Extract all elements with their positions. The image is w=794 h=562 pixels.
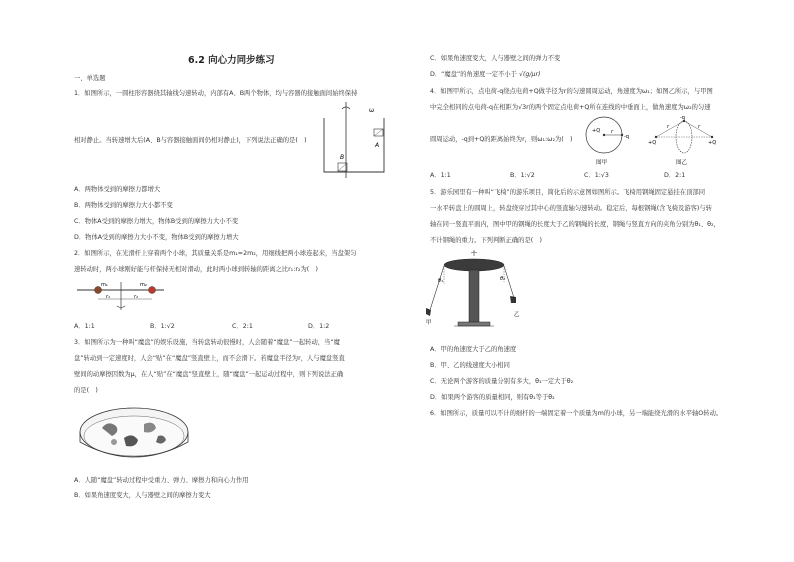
yi-label: 乙 bbox=[514, 312, 520, 318]
figure-yi-caption: 图乙 bbox=[676, 160, 688, 166]
q3-text-line1: 3．如图所示为一种叫“魔盘”的娱乐设施，当转盘转动很慢时，人会随着“魔盘”一起转动，当“魔 bbox=[74, 339, 340, 346]
q5-text-line4: 不计钢绳的重力。下列判断正确的是( ) bbox=[430, 237, 542, 244]
rope-yi bbox=[504, 266, 514, 298]
q4-text-line3: 圆周运动，-q到+Q的距离始终为r，则ω₁:ω₂为( ) bbox=[430, 136, 573, 143]
q1-option-d: D．物体A受到的摩擦力大小不变，物体B受到的摩擦力增大 bbox=[74, 234, 239, 241]
theta2-label: θ₂ bbox=[500, 276, 506, 282]
q1-option-a: A．两物体受到的摩擦力都增大 bbox=[74, 186, 161, 193]
q4-figure-yi bbox=[648, 115, 720, 167]
person-5 bbox=[111, 439, 117, 445]
r-label-left: r bbox=[667, 124, 670, 130]
q1-option-c: C．物体A受到的摩擦力增大，物体B受到的摩擦力大小不变 bbox=[74, 218, 239, 225]
rope-jia bbox=[430, 266, 444, 310]
q3-text-line2: 盘”转动到一定速度时，人会“贴”在“魔盘”竖直壁上，而不会滑下。若魔盘半径为r，人与魔盘竖直 bbox=[74, 355, 345, 362]
minus-q-label: -q bbox=[624, 134, 629, 140]
q1-option-b: B．两物体受到的摩擦力大小都不变 bbox=[74, 202, 173, 209]
q3-option-d-text: D．“魔盘”的角速度一定不小于 bbox=[430, 71, 517, 78]
r1-label: r₁ bbox=[106, 294, 111, 300]
q5-text-line2: 一水平转盘上的圆周上，转盘绕穿过其中心的竖直轴匀速转动。稳定后，每根钢绳(含飞椅及游客)与转 bbox=[430, 205, 712, 212]
minus-q-charge bbox=[621, 134, 623, 136]
omega-label: ω bbox=[369, 107, 375, 114]
rider-yi bbox=[510, 296, 516, 303]
q2-option-c: C．2:1 bbox=[232, 323, 253, 330]
q2-text-line1: 2．如图所示，在光滑杆上穿着两个小球，其质量关系是m₁=2m₂，用细线把两小球连起来，当盘架匀 bbox=[74, 250, 357, 257]
right-plus-q-label: +Q bbox=[708, 140, 717, 146]
m1-label: m₁ bbox=[101, 282, 108, 288]
q3-text-line4: 的是( ) bbox=[74, 387, 98, 394]
page-title: 6.2 向心力同步练习 bbox=[188, 55, 275, 66]
q3-option-d bbox=[430, 71, 541, 79]
q1-cylinder-figure bbox=[320, 100, 394, 180]
q6-text-line1: 6．如图所示，质量可以不计的细杆的一端固定着一个质量为m的小球，另一端能绕光滑的水平轴O转动。 bbox=[430, 410, 723, 417]
top-turntable bbox=[444, 259, 504, 271]
m2-label: m₂ bbox=[140, 282, 147, 288]
q5-option-c: C．无论两个游客的质量分别有多大，θ₁一定大于θ₂ bbox=[430, 378, 574, 385]
left-plus-q-label: +Q bbox=[648, 140, 657, 146]
section-heading: 一、单选题 bbox=[74, 75, 106, 82]
r-label-right: r bbox=[698, 124, 701, 130]
jia-label: 甲 bbox=[426, 320, 432, 326]
q1-text-line2: 相对静止。当转速增大后(A、B与容器接触面间仍相对静止)，下列说法正确的是( ) bbox=[74, 137, 307, 144]
block-a-label: A bbox=[375, 142, 380, 149]
figure-jia-caption: 图甲 bbox=[596, 160, 608, 166]
q5-option-d: D．如果两个游客的质量相同，则有θ₁等于θ₂ bbox=[430, 394, 555, 401]
minus-q-label: -q bbox=[680, 115, 685, 121]
q3-option-c: C．如果角速度变大，人与器壁之间的弹力不变 bbox=[430, 55, 561, 62]
theta1-label: θ₁ bbox=[438, 278, 444, 284]
column-base bbox=[458, 322, 490, 326]
q2-option-d: D．1:2 bbox=[308, 323, 330, 330]
q3-option-b: B．如果角速度变大，人与器壁之间的摩擦力变大 bbox=[74, 492, 211, 499]
q2-rod-figure bbox=[74, 278, 174, 314]
q4-text-line1: 4．如图甲所示，点电荷-q绕点电荷+Q做半径为r的匀速圆周运动，角速度为ω₁；如图乙所示，与甲图 bbox=[430, 88, 713, 95]
q4-text-line2: 中完全相同的点电荷-q在相距为√3r的两个固定点电荷+Q所在连线的中垂面上，做角速度为ω₂的匀速 bbox=[430, 104, 711, 111]
q5-text-line1: 5．游乐园里有一种叫“飞椅”的游乐项目，简化后的示意图如图所示。飞椅用钢绳固定悬挂在顶部同 bbox=[430, 189, 705, 196]
q1-text-line1: 1．如图所示，一圆柱形容器绕其轴线匀速转动，内部有A、B两个物体，均与容器的接触面间始终保持 bbox=[74, 90, 358, 97]
q3-magic-disk-figure bbox=[74, 398, 194, 470]
r2-label: r₂ bbox=[134, 294, 139, 300]
disk-floor bbox=[84, 416, 184, 456]
q4-figure-jia bbox=[574, 115, 636, 167]
q5-option-b: B．甲、乙的线速度大小相同 bbox=[430, 362, 510, 369]
q4-option-b: B．1:√2 bbox=[510, 172, 535, 179]
q2-option-b: B．1:√2 bbox=[150, 323, 175, 330]
plus-q-label: +Q bbox=[592, 128, 601, 134]
q2-option-a: A．1:1 bbox=[74, 323, 95, 330]
q5-text-line3: 轴在同一竖直平面内，图中甲的钢绳的长度大于乙的钢绳的长度，钢绳与竖直方向的夹角分别为θ₁、θ₂， bbox=[430, 221, 720, 228]
support-column bbox=[469, 270, 479, 322]
q3-option-d-formula: √(g/μr) bbox=[518, 71, 541, 78]
q4-option-c: C．1:√3 bbox=[584, 172, 609, 179]
q3-option-a: A．人随“魔盘”转动过程中受重力、弹力、摩擦力和向心力作用 bbox=[74, 477, 249, 484]
q5-flying-chair-figure bbox=[424, 250, 524, 332]
radius-label: r bbox=[611, 129, 614, 135]
q2-text-line2: 速转动时，两小球刚好能与杆保持无相对滑动，此时两小球到转轴的距离之比r₁:r₂为( ) bbox=[74, 266, 318, 273]
q3-text-line3: 壁间的动摩擦因数为μ，在人“贴”在“魔盘”竖直壁上，随“魔盘”一起运动过程中，则下列说法正确 bbox=[74, 371, 344, 378]
block-b-label: B bbox=[340, 154, 345, 161]
ball-m2 bbox=[149, 287, 156, 294]
q4-option-d: D．2:1 bbox=[664, 172, 686, 179]
q4-option-a: A．1:1 bbox=[430, 172, 451, 179]
q5-option-a: A．甲的角速度大于乙的角速度 bbox=[430, 346, 517, 353]
